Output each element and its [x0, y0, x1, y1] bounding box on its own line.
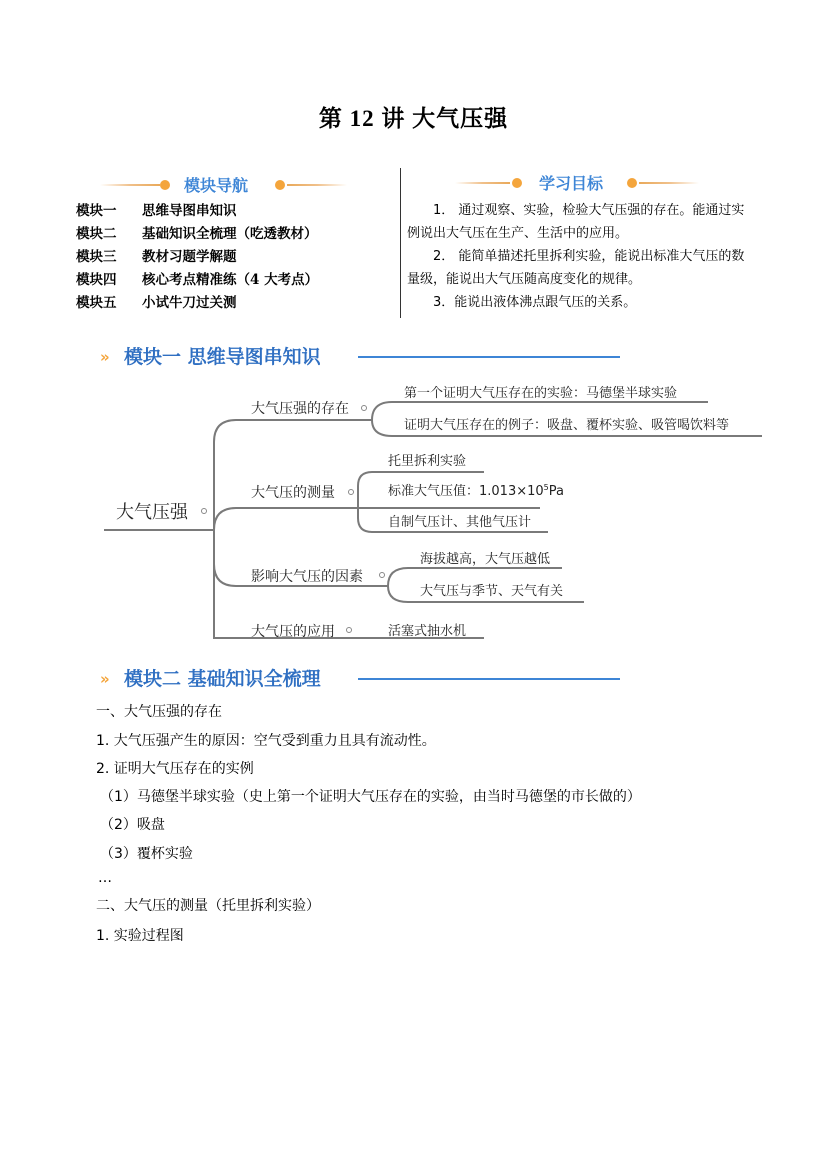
mm-leaf: 活塞式抽水机 [388, 624, 467, 639]
nav-item: 模块五 小试牛刀过关测 [76, 295, 237, 311]
nav-item: 模块三 教材习题学解题 [76, 249, 237, 265]
double-chevron-icon: » [100, 670, 110, 688]
mm-leaf: 托里拆利实验 [388, 454, 467, 469]
mm-branch-label: 大气压的测量 [251, 485, 335, 501]
nav-item: 模块二 基础知识全梳理（吃透教材） [76, 226, 318, 242]
dot-icon [627, 178, 637, 188]
mm-branch-label: 大气压强的存在 [251, 401, 349, 417]
nav-item: 模块四 核心考点精准练（4 大考点） [76, 272, 319, 288]
module2-title: 模块二 基础知识全梳理 [124, 668, 321, 690]
goals-list [407, 199, 757, 314]
dot-icon [512, 178, 522, 188]
nav-heading-label: 模块导航 [184, 176, 249, 195]
mm-branch-label: 影响大气压的因素 [251, 569, 363, 585]
section-heading: 一、大气压强的存在 [96, 704, 222, 720]
goals-heading [455, 171, 715, 195]
paragraph: 2. 证明大气压存在的实例 [96, 761, 254, 777]
mind-map [0, 370, 827, 650]
dot-icon [275, 180, 285, 190]
mm-leaf: 证明大气压存在的例子：吸盘、覆杯实验、吸管喝饮料等 [404, 418, 730, 433]
paragraph: 1. 实验过程图 [96, 928, 184, 944]
mm-root: 大气压强 [116, 502, 188, 523]
section-heading: 二、大气压的测量（托里拆利实验） [96, 898, 320, 914]
mm-leaf-std-pressure: 标准大气压值：$1.013\times 10^5Pa$ [388, 483, 564, 499]
mm-leaf: 第一个证明大气压存在的实验：马德堡半球实验 [404, 386, 678, 401]
ellipsis: … [98, 870, 112, 886]
mm-leaf: 大气压与季节、天气有关 [420, 584, 564, 599]
module2-heading [100, 664, 630, 692]
goal-item: 3．能说出液体沸点跟气压的关系。 [433, 295, 637, 310]
paragraph: 1. 大气压强产生的原因：空气受到重力且具有流动性。 [96, 733, 436, 749]
mm-leaf: 海拔越高，大气压越低 [420, 552, 551, 567]
nav-item: 模块一 思维导图串知识 [76, 203, 237, 219]
module1-heading [100, 342, 630, 370]
nav-heading [100, 173, 360, 197]
double-chevron-icon: » [100, 348, 110, 366]
paragraph: （2）吸盘 [100, 817, 165, 833]
module1-title: 模块一 思维导图串知识 [124, 346, 321, 368]
page-title: 第 12 讲 大气压强 [318, 106, 509, 131]
column-divider [400, 168, 401, 318]
goal-item: 2． 能简单描述托里拆利实验，能说出标准大气压的数量级，能说出大气压随高度变化的规律。 [407, 249, 745, 287]
mm-branch-label: 大气压的应用 [251, 624, 335, 640]
goals-heading-label: 学习目标 [539, 174, 604, 193]
nav-list [76, 200, 318, 315]
paragraph: （1）马德堡半球实验（史上第一个证明大气压存在的实验，由当时马德堡的市长做的） [100, 789, 641, 805]
goal-item: 1． 通过观察、实验，检验大气压强的存在。能通过实例说出大气压在生产、生活中的应用。 [407, 203, 745, 241]
dot-icon [160, 180, 170, 190]
mm-leaf: 自制气压计、其他气压计 [388, 515, 532, 530]
paragraph: （3）覆杯实验 [100, 846, 193, 862]
